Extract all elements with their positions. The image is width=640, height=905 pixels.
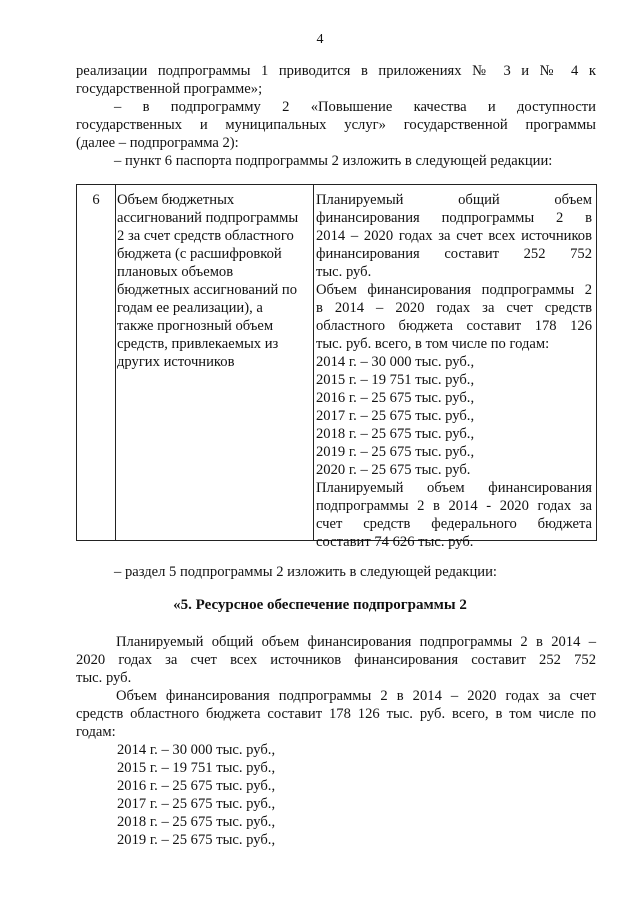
table-column-divider [115, 185, 116, 540]
year-item: 2017 г. – 25 675 тыс. руб., [117, 796, 276, 812]
label-line: плановых объемов [117, 264, 234, 280]
value-line: Объем финансирования подпрограммы 2 [316, 282, 592, 298]
value-line: 2018 г. – 25 675 тыс. руб., [316, 426, 475, 442]
value-line: Планируемый общий объем [316, 192, 592, 208]
intro-line: государственных и муниципальных услуг» государственной программы [76, 117, 596, 133]
table-label-cell [117, 191, 313, 371]
year-item: 2019 г. – 25 675 тыс. руб., [117, 832, 276, 848]
section-intro [76, 563, 596, 581]
intro-line: – в подпрограмму 2 «Повышение качества и доступности [114, 99, 596, 115]
years-list [117, 741, 275, 849]
year-item: 2014 г. – 30 000 тыс. руб., [117, 742, 276, 758]
value-line: 2017 г. – 25 675 тыс. руб., [316, 408, 475, 424]
value-line: Планируемый объем финансирования [316, 480, 592, 496]
value-line: финансирования составит 252 752 [316, 246, 592, 262]
paragraph-line: средств областного бюджета составит 178 126 тыс. руб. всего, в том числе по [76, 706, 596, 722]
page-number: 4 [316, 32, 324, 47]
intro-line: – пункт 6 паспорта подпрограммы 2 изложить в следующей редакции: [114, 153, 553, 169]
paragraph-total-financing [76, 633, 596, 687]
intro-line: реализации подпрограммы 1 приводится в приложениях № 3 и № 4 к [76, 63, 596, 79]
value-line: 2016 г. – 25 675 тыс. руб., [316, 390, 475, 406]
value-line: 2015 г. – 19 751 тыс. руб., [316, 372, 475, 388]
intro-paragraph [76, 62, 596, 170]
label-line: годам ее реализации), а [117, 300, 263, 316]
table-row-number: 6 [92, 192, 100, 208]
paragraph-line: Объем финансирования подпрограммы 2 в 2014 – 2020 годах за счет [116, 688, 596, 704]
label-line: средств, привлекаемых из [117, 336, 279, 352]
intro-line: (далее – подпрограмма 2): [76, 135, 239, 151]
value-line: 2020 г. – 25 675 тыс. руб. [316, 462, 471, 478]
paragraph-line: 2020 годах за счет всех источников финансирования составит 252 752 [76, 652, 596, 668]
value-line: областного бюджета составит 178 126 [316, 318, 592, 334]
section-intro-line: – раздел 5 подпрограммы 2 изложить в следующей редакции: [114, 564, 497, 580]
value-line: подпрограммы 2 в 2014 - 2020 годах за [316, 498, 592, 514]
value-line: 2019 г. – 25 675 тыс. руб., [316, 444, 475, 460]
paragraph-line: Планируемый общий объем финансирования подпрограммы 2 в 2014 – [116, 634, 596, 650]
label-line: Объем бюджетных [117, 192, 235, 208]
label-line: ассигнований подпрограммы [117, 210, 299, 226]
paragraph-line: тыс. руб. [76, 670, 132, 686]
intro-line: государственной программе»; [76, 81, 263, 97]
value-line: финансирования подпрограммы 2 в [316, 210, 592, 226]
value-line: счет средств федерального бюджета [316, 516, 592, 532]
label-line: бюджетных ассигнований по [117, 282, 298, 298]
year-item: 2015 г. – 19 751 тыс. руб., [117, 760, 276, 776]
paragraph-line: годам: [76, 724, 116, 740]
label-line: также прогнозный объем [117, 318, 274, 334]
section-heading: «5. Ресурсное обеспечение подпрограммы 2 [173, 597, 467, 613]
paragraph-regional-financing [76, 687, 596, 741]
passport-table [76, 184, 597, 550]
value-line: тыс. руб. [316, 264, 372, 280]
value-line: тыс. руб. всего, в том числе по годам: [316, 336, 550, 352]
table-value-cell [316, 191, 592, 551]
label-line: других источников [117, 354, 235, 370]
value-line: составит 74 626 тыс. руб. [316, 534, 474, 550]
value-line: 2014 г. – 30 000 тыс. руб., [316, 354, 475, 370]
year-item: 2018 г. – 25 675 тыс. руб., [117, 814, 276, 830]
label-line: бюджета (с расшифровкой [117, 246, 282, 262]
value-line: в 2014 – 2020 годах за счет средств [316, 300, 592, 316]
year-item: 2016 г. – 25 675 тыс. руб., [117, 778, 276, 794]
table-column-divider [313, 185, 314, 540]
label-line: 2 за счет средств областного [117, 228, 294, 244]
value-line: 2014 – 2020 годах за счет всех источников [316, 228, 592, 244]
